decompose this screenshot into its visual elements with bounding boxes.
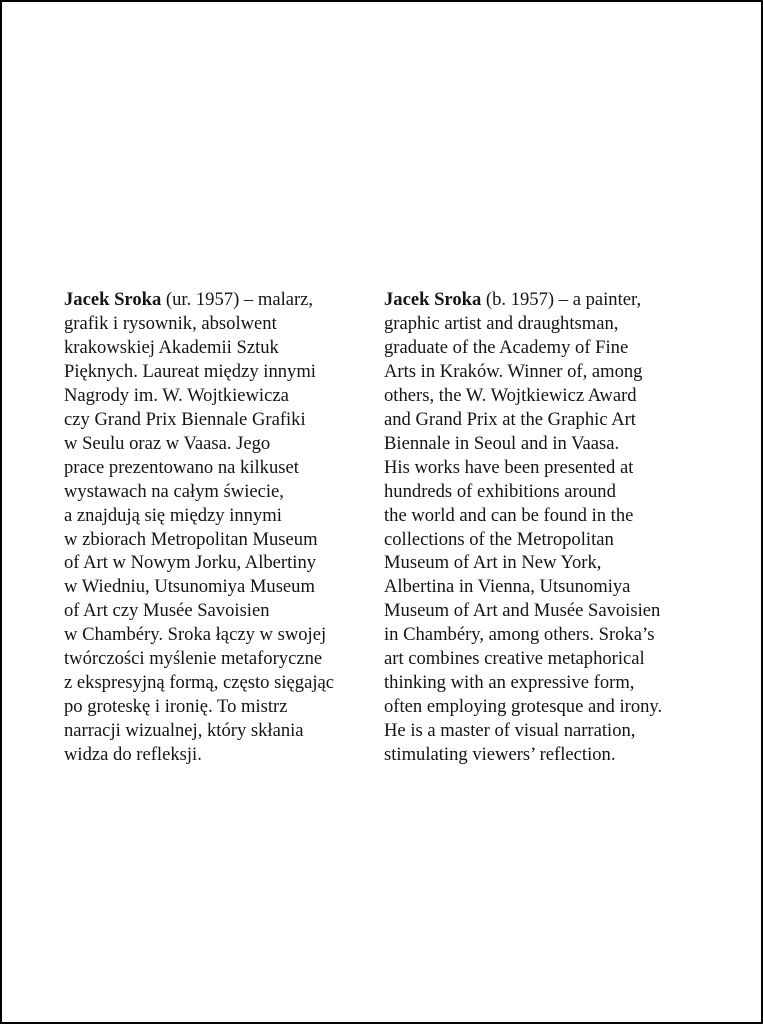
english-intro-text: (b. 1957) – a painter, <box>481 289 642 310</box>
polish-line: grafik i rysownik, absolwent <box>64 312 277 334</box>
english-line: Museum of Art and Musée Savoisien <box>384 600 661 622</box>
english-line: art combines creative metaphorical <box>384 648 645 670</box>
polish-line: twórczości myślenie metaforyczne <box>64 648 323 670</box>
english-line: and Grand Prix at the Graphic Art <box>384 408 636 430</box>
english-first-line <box>384 288 662 312</box>
polish-line: of Art w Nowym Jorku, Albertiny <box>64 552 317 574</box>
polish-line: Nagrody im. W. Wojtkiewicza <box>64 384 289 406</box>
polish-line: krakowskiej Akademii Sztuk <box>64 336 279 358</box>
polish-line: widza do refleksji. <box>64 744 202 766</box>
polish-line: w Chambéry. Sroka łączy w swojej <box>64 624 327 646</box>
english-line: His works have been presented at <box>384 456 634 478</box>
english-line: often employing grotesque and irony. <box>384 696 663 718</box>
english-line: Albertina in Vienna, Utsunomiya <box>384 576 631 598</box>
english-line: He is a master of visual narration, <box>384 720 636 742</box>
english-line: Museum of Art in New York, <box>384 552 602 574</box>
polish-line: prace prezentowano na kilkuset <box>64 456 299 478</box>
artist-name-english: Jacek Sroka <box>384 289 482 310</box>
english-biography <box>384 288 662 767</box>
polish-line: wystawach na całym świecie, <box>64 480 284 502</box>
polish-line: narracji wizualnej, który skłania <box>64 720 304 742</box>
english-line: stimulating viewers’ reflection. <box>384 744 616 766</box>
english-line: hundreds of exhibitions around <box>384 480 616 502</box>
polish-line: Pięknych. Laureat między innymi <box>64 360 316 382</box>
english-line: graphic artist and draughtsman, <box>384 312 619 334</box>
polish-intro-text: (ur. 1957) – malarz, <box>161 289 314 310</box>
polish-line: w Wiedniu, Utsunomiya Museum <box>64 576 315 598</box>
polish-line: po groteskę i ironię. To mistrz <box>64 696 288 718</box>
english-line: Arts in Kraków. Winner of, among <box>384 360 643 382</box>
polish-line: z ekspresyjną formą, często sięgając <box>64 672 334 694</box>
artist-name-polish: Jacek Sroka <box>64 289 162 310</box>
polish-line: w zbiorach Metropolitan Museum <box>64 528 318 550</box>
english-line: Biennale in Seoul and in Vaasa. <box>384 432 620 454</box>
english-line: the world and can be found in the <box>384 504 634 526</box>
english-line: others, the W. Wojtkiewicz Award <box>384 384 637 406</box>
polish-biography <box>64 288 334 767</box>
polish-line: w Seulu oraz w Vaasa. Jego <box>64 432 271 454</box>
polish-line: a znajdują się między innymi <box>64 504 282 526</box>
polish-line: czy Grand Prix Biennale Grafiki <box>64 408 306 430</box>
english-line: thinking with an expressive form, <box>384 672 635 694</box>
english-line: collections of the Metropolitan <box>384 528 614 550</box>
polish-line: of Art czy Musée Savoisien <box>64 600 270 622</box>
english-line: in Chambéry, among others. Sroka’s <box>384 624 655 646</box>
english-line: graduate of the Academy of Fine <box>384 336 629 358</box>
polish-first-line <box>64 288 334 312</box>
